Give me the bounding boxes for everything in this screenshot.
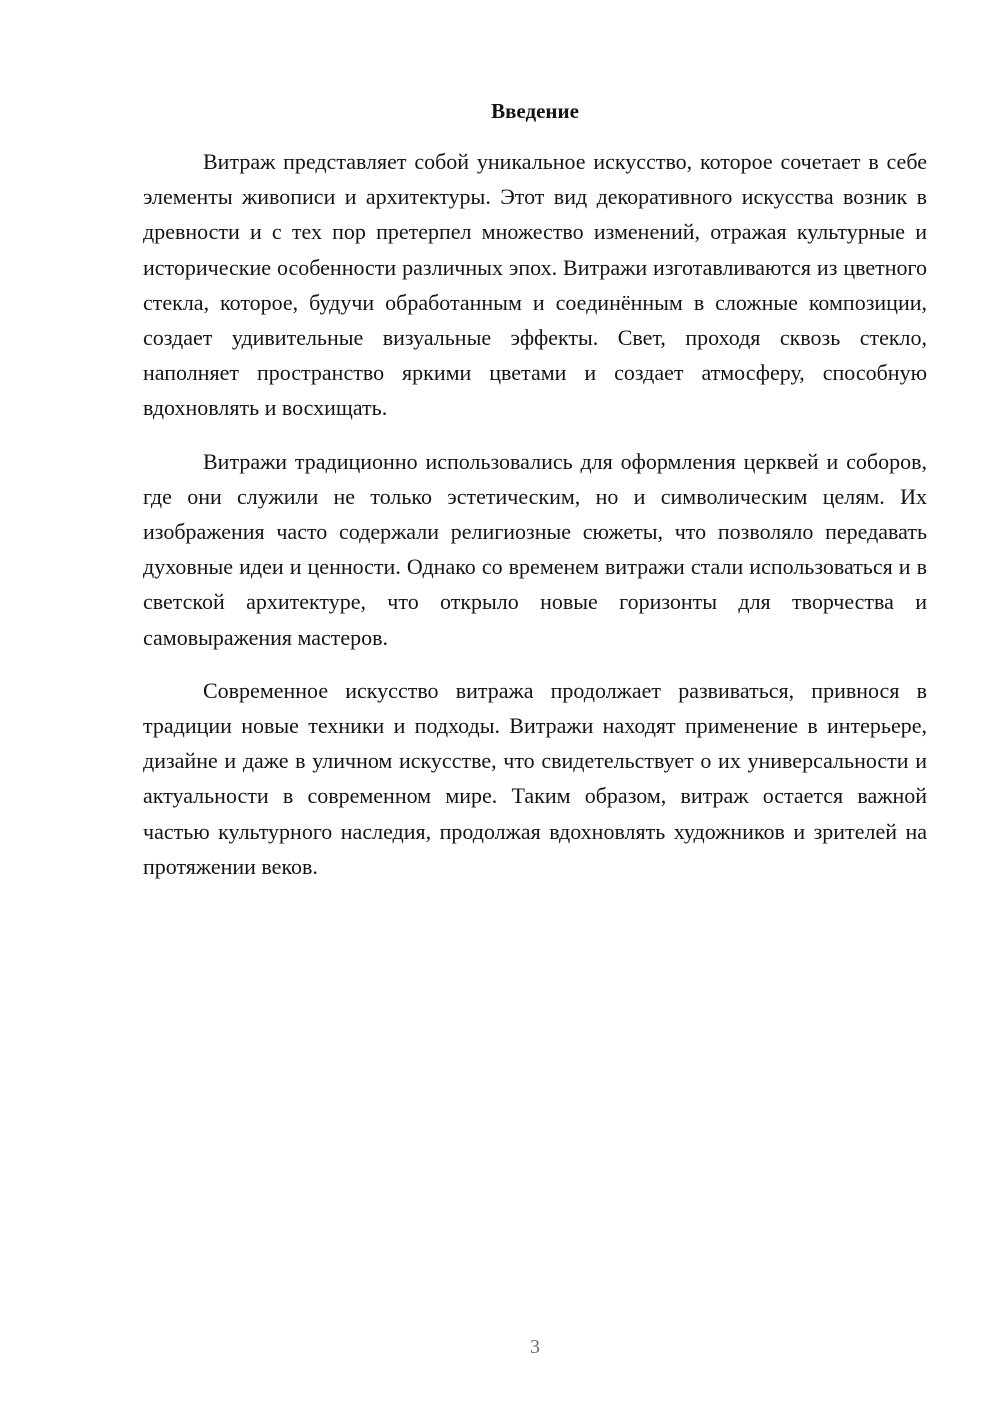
paragraph-2: Витражи традиционно использовались для оформления церквей и соборов, где они служили не только эстетическим, но и символическим целям. Их изображения часто содержали религиозные сюжеты, что позволяло передавать духовные идеи и ценности. Однако со временем витражи стали использоваться и в светской архитектуре, что открыло новые горизонты для творчества и самовыражения мастеров. [143,448,927,650]
body-text [143,144,927,884]
paragraph-3: Современное искусство витража продолжает развиваться, привнося в традиции новые техники и подходы. Витражи находят применение в интерьере, дизайне и даже в уличном искусстве, что свидетельствует о их универсальности и актуальности в современном мире. Таким образом, витраж остается важной частью культурного наследия, продолжая вдохновлять художников и зрителей на протяжении веков. [143,677,927,879]
page-heading: Введение [491,99,579,123]
page-number: 3 [530,1336,540,1358]
paragraph-1: Витраж представляет собой уникальное искусство, которое сочетает в себе элементы живописи и архитектуры. Этот вид декоративного искусства возник в древности и с тех пор претерпел множество изменений, отражая культурные и исторические особенности различных эпох. Витражи изготавливаются из цветного стекла, которое, будучи обработанным и соединённым в сложные композиции, создает удивительные визуальные эффекты. Свет, проходя сквозь стекло, наполняет пространство яркими цветами и создает атмосферу, способную вдохновлять и восхищать. [143,149,927,421]
